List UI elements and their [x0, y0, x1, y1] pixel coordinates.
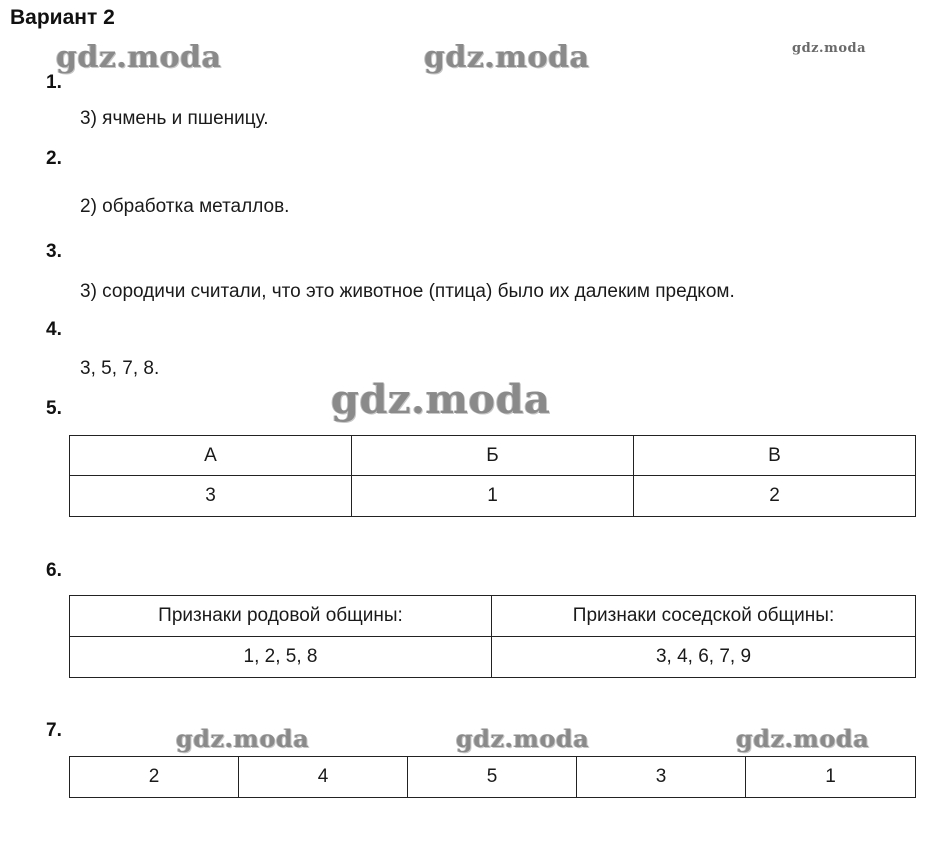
- table-header-cell: А: [70, 436, 352, 476]
- watermark: gdz.moda: [56, 40, 222, 75]
- table-cell: 4: [239, 757, 408, 798]
- table-header-cell: Признаки родовой общины:: [70, 596, 492, 637]
- answer-table-6: [69, 595, 916, 678]
- answer-text: 3) ячмень и пшеницу.: [80, 108, 269, 129]
- table-cell: 5: [408, 757, 577, 798]
- watermark: gdz.moda: [331, 376, 551, 423]
- variant-title: Вариант 2: [10, 6, 115, 29]
- table-cell: 1: [746, 757, 916, 798]
- table-header-cell: В: [634, 436, 916, 476]
- answer-text: 3) сородичи считали, что это животное (птица) было их далеким предком.: [80, 281, 735, 302]
- answer-table-7: [69, 756, 916, 798]
- answer-table-5: [69, 435, 916, 517]
- question-number: 1.: [46, 72, 62, 93]
- watermark: gdz.moda: [176, 724, 310, 753]
- watermark: gdz.moda: [792, 41, 867, 56]
- table-cell: 3, 4, 6, 7, 9: [492, 637, 916, 678]
- table-header-cell: Признаки соседской общины:: [492, 596, 916, 637]
- question-number: 7.: [46, 720, 62, 741]
- table-cell: 3: [577, 757, 746, 798]
- watermark: gdz.moda: [424, 40, 590, 75]
- table-cell: 1, 2, 5, 8: [70, 637, 492, 678]
- question-number: 5.: [46, 398, 62, 419]
- table-cell: 3: [70, 476, 352, 517]
- answer-text: 2) обработка металлов.: [80, 196, 290, 217]
- table-cell: 1: [352, 476, 634, 517]
- question-number: 4.: [46, 319, 62, 340]
- answer-text: 3, 5, 7, 8.: [80, 358, 160, 379]
- question-number: 6.: [46, 560, 62, 581]
- table-header-cell: Б: [352, 436, 634, 476]
- question-number: 2.: [46, 148, 62, 169]
- table-cell: 2: [634, 476, 916, 517]
- watermark: gdz.moda: [456, 724, 590, 753]
- table-cell: 2: [70, 757, 239, 798]
- question-number: 3.: [46, 241, 62, 262]
- watermark: gdz.moda: [736, 724, 870, 753]
